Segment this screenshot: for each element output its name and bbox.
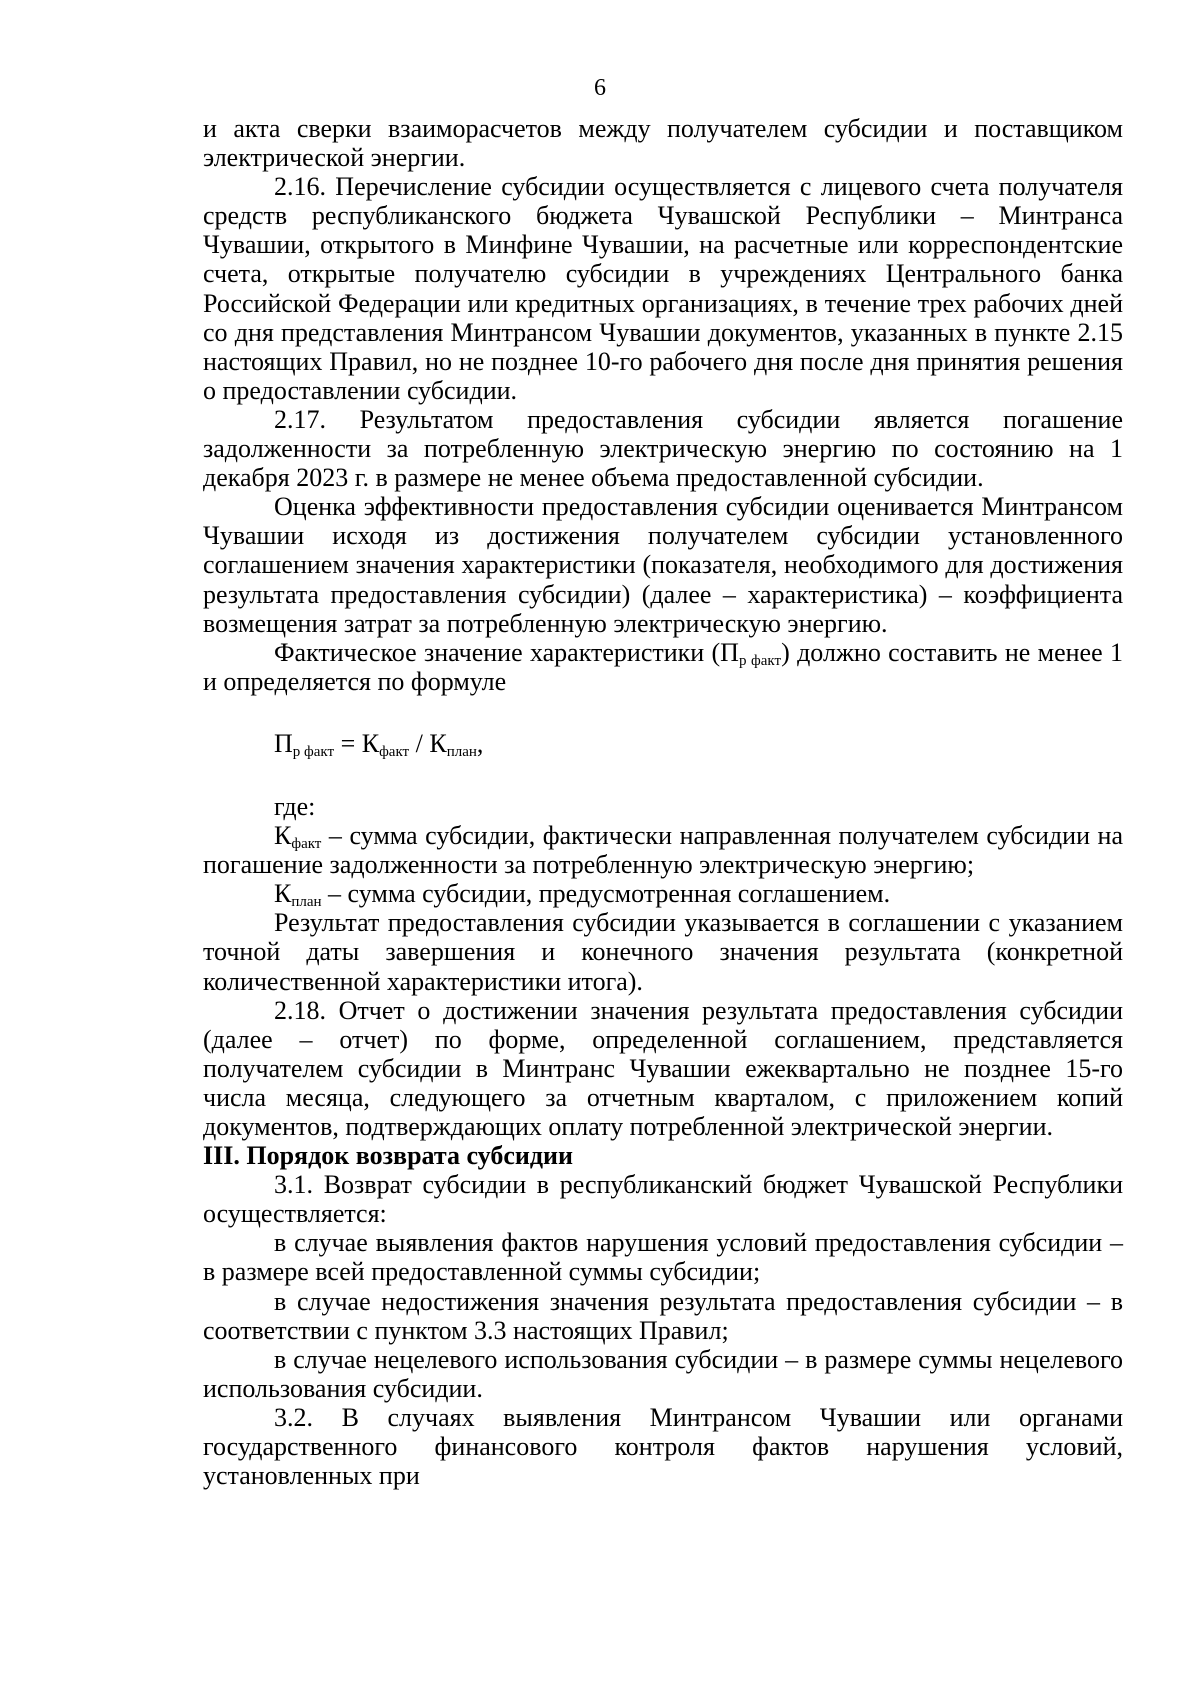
formula-k-fact-subscript: факт xyxy=(379,743,410,760)
paragraph-result: Результат предоставления субсидии указывается в соглашении с указанием точной даты завершения и конечного значения результата (конкретной количественной характеристики итога). xyxy=(203,908,1123,996)
k-fact-subscript: факт xyxy=(291,836,322,853)
definition-k-plan xyxy=(203,879,1123,911)
paragraph-3-2: 3.2. В случаях выявления Минтрансом Чувашии или органами государственного финансового контроля фактов нарушения условий, установленных при xyxy=(203,1402,1123,1491)
formula-tail: , xyxy=(476,728,484,758)
formula-k-plan-subscript: план xyxy=(446,743,477,760)
k-fact-text: – сумма субсидии, фактически направленная получателем субсидии на погашение задолженности за потребленную электрическую энергию; xyxy=(203,821,1123,880)
formula-p-subscript: р факт xyxy=(292,743,335,760)
formula-equals-k: = К xyxy=(334,728,380,758)
where-label: где: xyxy=(274,791,316,821)
definition-k-fact xyxy=(203,821,1123,879)
k-fact-symbol: К xyxy=(274,821,292,851)
document-body xyxy=(203,114,1123,1490)
paragraph-continuation: и акта сверки взаиморасчетов между получателем субсидии и поставщиком электрической энергии. xyxy=(203,114,1123,173)
k-plan-subscript: план xyxy=(291,894,322,911)
fact-subscript: р факт xyxy=(738,652,782,669)
paragraph-fact-value xyxy=(203,638,1123,696)
fact-text-before: Фактическое значение характеристики (П xyxy=(274,637,739,667)
fact-text-after: ) должно составить не менее 1 и определяется по формуле xyxy=(203,637,1123,696)
section-heading: III. Порядок возврата субсидии xyxy=(203,1141,573,1171)
k-plan-text: – сумма субсидии, предусмотренная соглашением. xyxy=(321,879,891,909)
paragraph-2-17: 2.17. Результатом предоставления субсидии является погашение задолженности за потребленную электрическую энергию по состоянию на 1 декабря 2023 г. в размере не менее объема предоставленной субсидии. xyxy=(203,404,1123,493)
paragraph-case-misuse: в случае нецелевого использования субсидии – в размере суммы нецелевого использования субсидии. xyxy=(203,1344,1123,1403)
paragraph-case-violation: в случае выявления фактов нарушения условий предоставления субсидии – в размере всей предоставленной суммы субсидии; xyxy=(203,1228,1123,1287)
k-plan-symbol: К xyxy=(274,879,292,909)
page-number: 6 xyxy=(594,75,606,101)
paragraph-efficiency: Оценка эффективности предоставления субсидии оценивается Минтрансом Чувашии исходя из достижения получателем субсидии установленного соглашением значения характеристики (показателя, необходимого для достижения результата предоставления субсидии) (далее – характеристика) – коэффициента возмещения затрат за потребленную электрическую энергию. xyxy=(203,492,1123,638)
formula xyxy=(274,729,1123,758)
paragraph-2-16: 2.16. Перечисление субсидии осуществляется с лицевого счета получателя средств республиканского бюджета Чувашской Республики – Минтранса Чувашии, открытого в Минфине Чувашии, на расчетные или корреспондентские счета, открытые получателю субсидии в учреждениях Центрального банка Российской Федерации или кредитных организациях, в течение трех рабочих дней со дня представления Минтрансом Чувашии документов, указанных в пункте 2.15 настоящих Правил, но не позднее 10-го рабочего дня после дня принятия решения о предоставлении субсидии. xyxy=(203,172,1123,405)
paragraph-3-1: 3.1. Возврат субсидии в республиканский бюджет Чувашской Республики осуществляется: xyxy=(203,1170,1123,1229)
paragraph-2-18: 2.18. Отчет о достижении значения результата предоставления субсидии (далее – отчет) по форме, определенной соглашением, представляется получателем субсидии в Минтранс Чувашии ежеквартально не позднее 15-го числа месяца, следующего за отчетным кварталом, с приложением копий документов, подтверждающих оплату потребленной электрической энергии. xyxy=(203,995,1123,1141)
formula-divide-k: / К xyxy=(409,728,447,758)
paragraph-case-non-achievement: в случае недостижения значения результата предоставления субсидии – в соответствии с пунктом 3.3 настоящих Правил; xyxy=(203,1286,1123,1345)
formula-p: П xyxy=(274,728,293,758)
